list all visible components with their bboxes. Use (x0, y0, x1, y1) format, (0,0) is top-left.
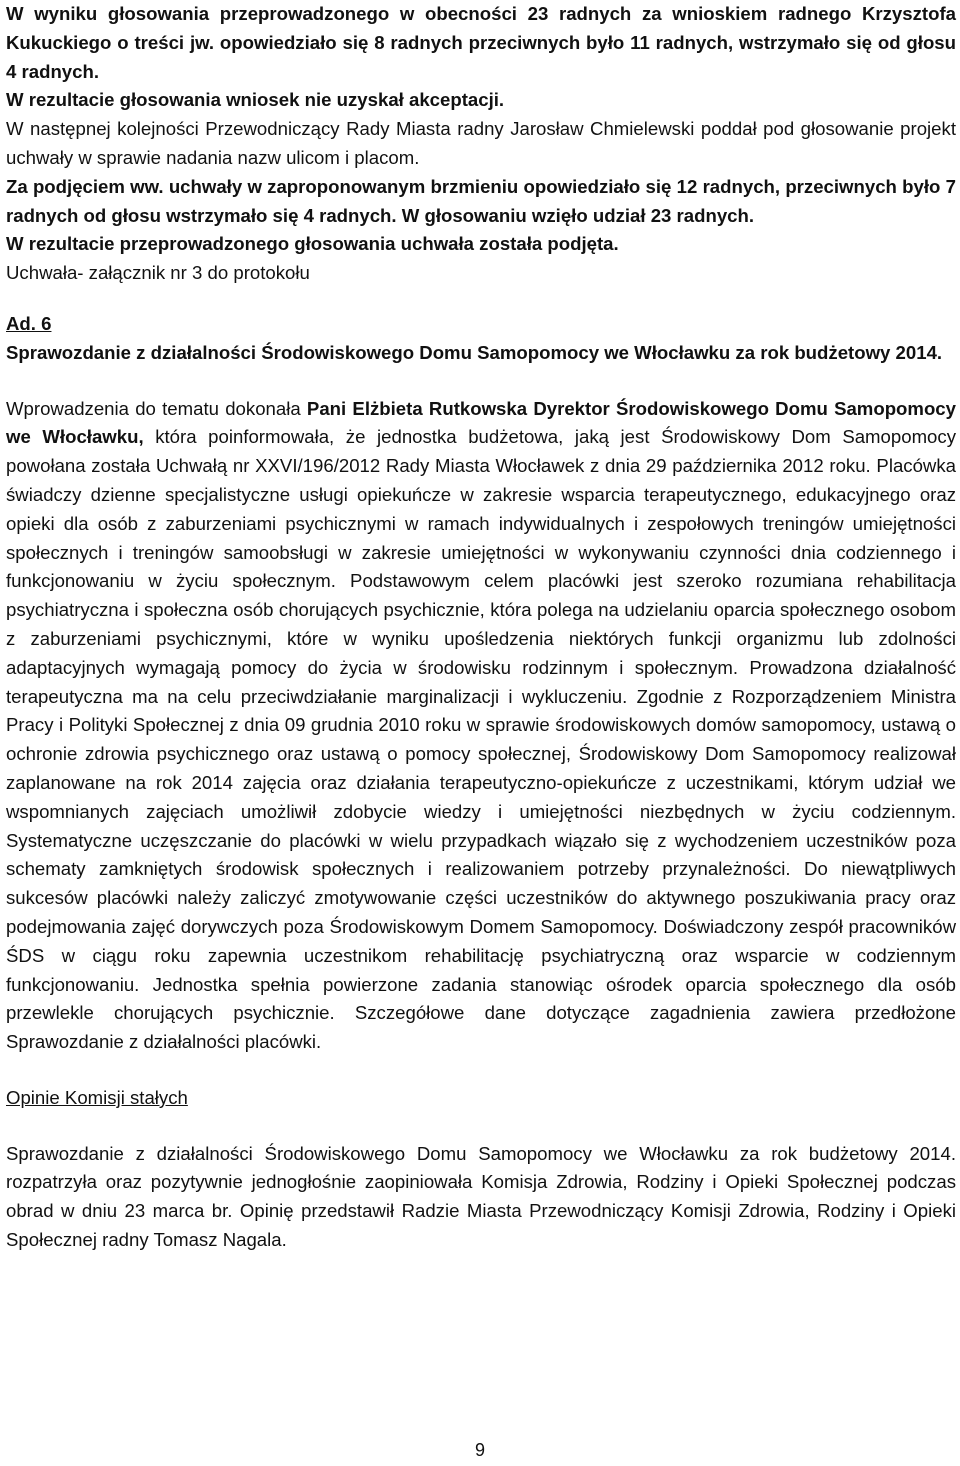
section-number: Ad. 6 (6, 312, 52, 334)
section-title: Sprawozdanie z działalności Środowiskowego Domu Samopomocy we Włocławku za rok budżetowy 2014. (6, 341, 943, 363)
body-rest: która poinformowała, że jednostka budżetowa, jaką jest Środowiskowy Dom Samopomocy powołana została Uchwałą nr XXVI/196/2012 Rady Miasta Włocławek z dnia 29 października 2012 roku. Placówka świadczy dzienne specjalistyczne usługi opiekuńcze w zakresie wsparcia terapeutycznego, edukacyjnego oraz opieki dla osób z zaburzeniami psychicznymi w ramach indywidualnych i zespołowych treningów umiejętności społecznych i treningów samoobsługi w zakresie umiejętności w wykonywaniu czynności dnia codziennego i funkcjonowaniu w życiu społecznym. Podstawowym celem placówki jest szeroko rozumiana rehabilitacja psychiatryczna i społeczna osób chorujących psychicznie, która polega na udzielaniu oparcia społecznego osobom z zaburzeniami psychicznymi, które w wyniku upośledzenia niektórych funkcji organizmu lub zdolności adaptacyjnych wymagają pomocy do życia w środowisku rodzinnym i społecznym. Prowadzona działalność terapeutyczna ma na celu przeciwdziałanie marginalizacji i wykluczeniu. Zgodnie z Rozporządzeniem Ministra Pracy i Polityki Społecznej z dnia 09 grudnia 2010 roku w sprawie środowiskowych domów samopomocy, ustawą o ochronie zdrowia psychicznego oraz ustawą o pomocy społecznej, Środowiskowy Dom Samopomocy realizował zaplanowane na rok 2014 zajęcia oraz działania terapeutyczno-opiekuńcze z uczestnikami, którym udział we wspomnianych zajęciach umożliwił zdobycie wiedzy i umiejętności niezbędnych w życiu codziennym. Systematyczne uczęszczanie do placówki w wielu przypadkach wiązało się z wychodzeniem uczestników poza schematy zamkniętych środowisk społecznych i realizowaniem potrzeby przynależności. Do niewątpliwych sukcesów placówki należy zaliczyć zmotywowanie części uczestników do aktywnego poszukiwania pracy oraz podejmowania zajęć dorywczych poza Środowiskowym Domem Samopomocy. Doświadczony zespół pracowników ŚDS w ciągu roku zapewnia uczestnikom rehabilitację psychiatryczną oraz wsparcie w codziennym funkcjonowaniu. Jednostka spełnia powierzone zadania stanowiąc ośrodek oparcia społecznego dla osób przewlekle chorujących psychicznie. Szczegółowe dane dotyczące zagadnienia zawiera przedłożone Sprawozdanie z działalności placówki. (6, 426, 956, 1053)
body-intro: Wprowadzenia do tematu dokonała (6, 397, 307, 419)
page-number: 9 (474, 1440, 485, 1460)
vote-result-paragraph: W wyniku głosowania przeprowadzonego w obecności 23 radnych za wnioskiem radnego Krzysztofa Kukuckiego o treści jw. opowiedziało się 8 radnych przeciwnych było 11 radnych, wstrzymało się od głosu 4 radnych. (6, 3, 956, 82)
resolution-vote-result-paragraph: Za podjęciem ww. uchwały w zaproponowanym brzmieniu opowiedziało się 12 radnych, przeciwnych było 7 radnych od głosu wstrzymało się 4 radnych. W głosowaniu wzięło udział 23 radnych. (6, 175, 956, 226)
committee-opinion-paragraph: Sprawozdanie z działalności Środowiskowego Domu Samopomocy we Włocławku za rok budżetowy 2014. rozpatrzyła oraz pozytywnie jednogłośnie zaopiniowała Komisja Zdrowia, Rodziny i Opieki Społecznej podczas obrad w dniu 23 marca br. Opinię przedstawił Radzie Miasta Przewodniczący Komisji Zdrowia, Rodziny i Opieki Społecznej radny Tomasz Nagala. (6, 1142, 956, 1251)
motion-rejected-line: W rezultacie głosowania wniosek nie uzyskał akceptacji. (6, 89, 505, 111)
resolution-adopted-line: W rezultacie przeprowadzonego głosowania uchwała została podjęta. (6, 233, 619, 255)
resolution-vote-paragraph: W następnej kolejności Przewodniczący Rady Miasta radny Jarosław Chmielewski poddał pod głosowanie projekt uchwały w sprawie nadania nazw ulicom i placom. (6, 118, 956, 168)
committee-heading: Opinie Komisji stałych (6, 1086, 188, 1108)
attachment-note: Uchwała- załącznik nr 3 do protokołu (6, 262, 310, 284)
body-person: Pani Elżbieta Rutkowska Dyrektor Środowiskowego Domu Samopomocy we Włocławku, (6, 397, 956, 448)
section-body-paragraph (6, 395, 956, 1057)
document-page (6, 0, 956, 1255)
